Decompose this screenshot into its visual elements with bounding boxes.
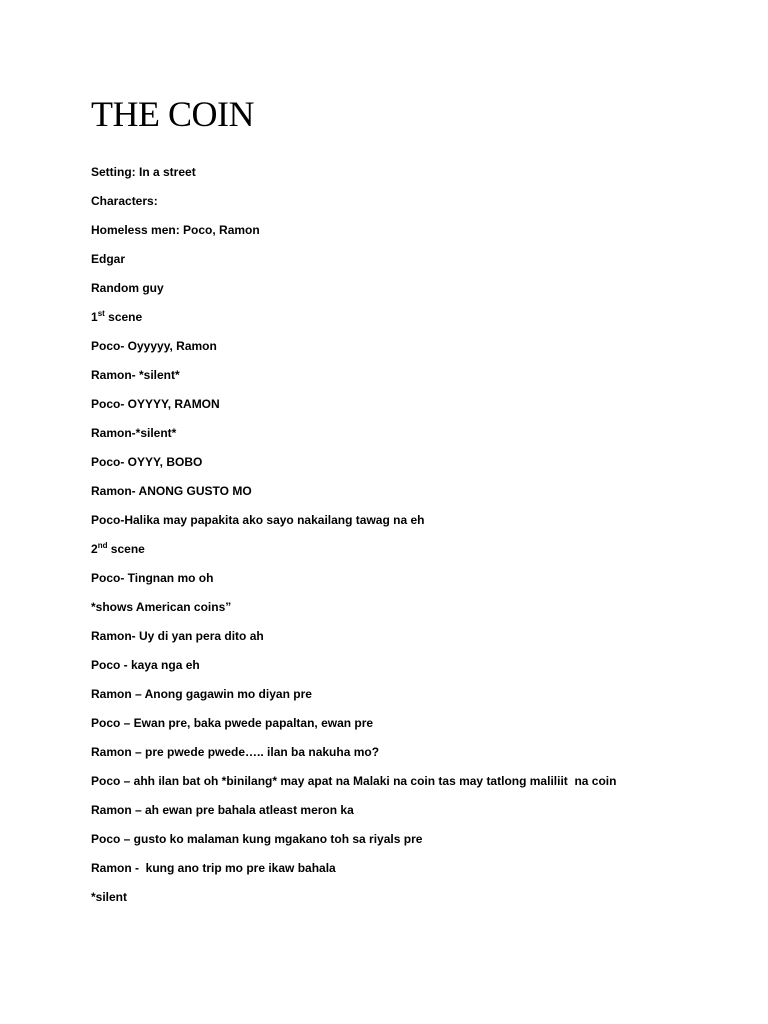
dialogue-line: Poco – Ewan pre, baka pwede papaltan, ewan pre: [91, 716, 374, 730]
scene-label: scene: [104, 310, 143, 324]
dialogue-line: Ramon - kung ano trip mo pre ikaw bahala: [91, 861, 336, 875]
characters-heading: Characters:: [91, 194, 158, 208]
character-line: Homeless men: Poco, Ramon: [91, 223, 260, 237]
dialogue-line: Poco - kaya nga eh: [91, 658, 200, 672]
scene-ordinal-suffix: st: [97, 309, 105, 318]
scene-heading: [91, 540, 616, 569]
stage-direction: *shows American coins”: [91, 600, 232, 614]
dialogue-line: Ramon- ANONG GUSTO MO: [91, 484, 252, 498]
dialogue-line: Ramon – ah ewan pre bahala atleast meron ka: [91, 803, 354, 817]
dialogue-line: Poco- OYYYY, RAMON: [91, 397, 220, 411]
scene-label: scene: [107, 542, 145, 556]
setting-line: Setting: In a street: [91, 165, 196, 179]
dialogue-line: Poco- OYYY, BOBO: [91, 455, 203, 469]
dialogue-line: Poco- Tingnan mo oh: [91, 571, 214, 585]
dialogue-line: Poco – ahh ilan bat oh *binilang* may apat na Malaki na coin tas may tatlong maliliit na coin: [91, 774, 617, 788]
dialogue-line: Poco- Oyyyyy, Ramon: [91, 339, 217, 353]
scene-ordinal-suffix: nd: [97, 541, 108, 550]
dialogue-line: Poco-Halika may papakita ako sayo nakailang tawag na eh: [91, 513, 425, 527]
dialogue-line: Ramon-*silent*: [91, 426, 177, 440]
dialogue-line: Ramon- *silent*: [91, 368, 180, 382]
scene-number: 2: [91, 542, 98, 556]
dialogue-line: Poco – gusto ko malaman kung mgakano toh sa riyals pre: [91, 832, 423, 846]
dialogue-line: Ramon – pre pwede pwede….. ilan ba nakuha mo?: [91, 745, 380, 759]
dialogue-line: Ramon – Anong gagawin mo diyan pre: [91, 687, 312, 701]
character-line: Edgar: [91, 252, 126, 266]
scene-number: 1: [91, 310, 98, 324]
script-lines: [91, 163, 616, 917]
dialogue-line: Ramon- Uy di yan pera dito ah: [91, 629, 264, 643]
stage-direction: *silent: [91, 890, 128, 904]
document-title: THE COIN: [91, 94, 254, 134]
character-line: Random guy: [91, 281, 164, 295]
scene-heading: [91, 308, 616, 337]
